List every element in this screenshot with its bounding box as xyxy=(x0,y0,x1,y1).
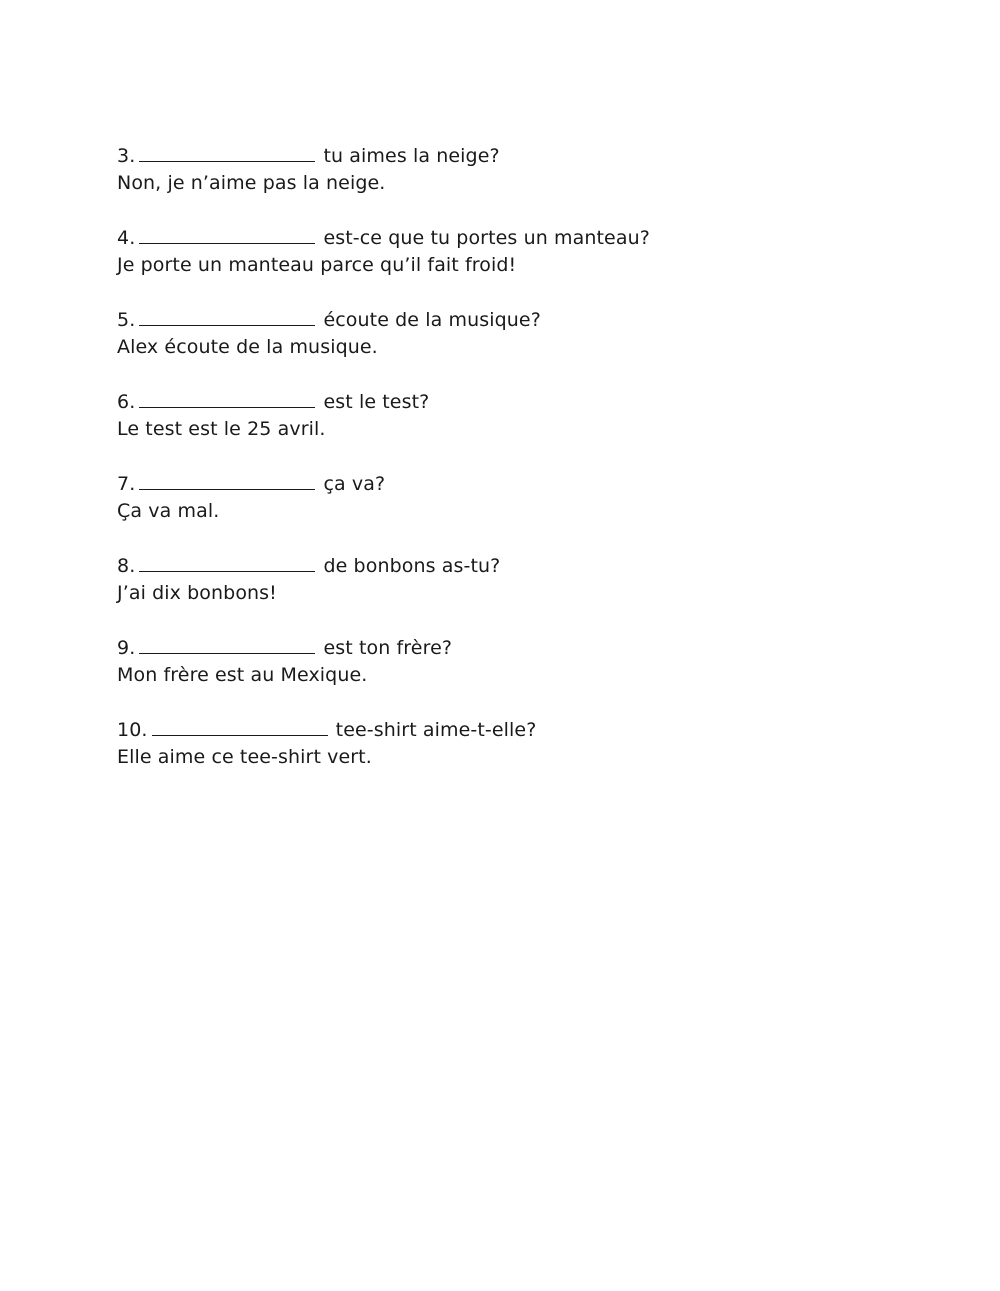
question-item xyxy=(117,635,877,717)
question-prompt: ça va? xyxy=(323,473,386,495)
answer-blank[interactable] xyxy=(139,389,315,408)
question-line xyxy=(117,143,877,170)
question-item xyxy=(117,143,877,225)
question-number: 8. xyxy=(117,555,136,577)
answer-blank[interactable] xyxy=(139,635,315,654)
question-prompt: est-ce que tu portes un manteau? xyxy=(323,227,650,249)
answer-blank[interactable] xyxy=(139,553,315,572)
answer-line: Ça va mal. xyxy=(117,500,220,522)
question-line xyxy=(117,471,877,498)
question-line xyxy=(117,307,877,334)
answer-blank[interactable] xyxy=(152,717,328,736)
question-prompt: écoute de la musique? xyxy=(323,309,541,331)
question-line xyxy=(117,635,877,662)
question-number: 7. xyxy=(117,473,136,495)
question-number: 5. xyxy=(117,309,136,331)
question-item xyxy=(117,225,877,307)
answer-blank[interactable] xyxy=(139,143,315,162)
answer-line: Le test est le 25 avril. xyxy=(117,418,326,440)
question-item xyxy=(117,471,877,553)
question-prompt: tu aimes la neige? xyxy=(323,145,500,167)
question-line xyxy=(117,553,877,580)
question-prompt: de bonbons as-tu? xyxy=(323,555,501,577)
answer-blank[interactable] xyxy=(139,307,315,326)
question-number: 3. xyxy=(117,145,136,167)
question-prompt: tee-shirt aime-t-elle? xyxy=(335,719,537,741)
answer-line: J’ai dix bonbons! xyxy=(117,582,277,604)
answer-blank[interactable] xyxy=(139,471,315,490)
question-number: 6. xyxy=(117,391,136,413)
answer-line: Je porte un manteau parce qu’il fait froid! xyxy=(117,254,517,276)
answer-line: Mon frère est au Mexique. xyxy=(117,664,368,686)
question-number: 10. xyxy=(117,719,148,741)
question-number: 4. xyxy=(117,227,136,249)
question-item xyxy=(117,553,877,635)
question-prompt: est ton frère? xyxy=(323,637,453,659)
answer-line: Alex écoute de la musique. xyxy=(117,336,378,358)
answer-line: Non, je n’aime pas la neige. xyxy=(117,172,386,194)
question-item xyxy=(117,307,877,389)
worksheet xyxy=(117,143,877,799)
question-line xyxy=(117,225,877,252)
question-prompt: est le test? xyxy=(323,391,430,413)
question-item xyxy=(117,717,877,799)
question-number: 9. xyxy=(117,637,136,659)
question-line xyxy=(117,389,877,416)
question-line xyxy=(117,717,877,744)
answer-line: Elle aime ce tee-shirt vert. xyxy=(117,746,372,768)
question-item xyxy=(117,389,877,471)
answer-blank[interactable] xyxy=(139,225,315,244)
